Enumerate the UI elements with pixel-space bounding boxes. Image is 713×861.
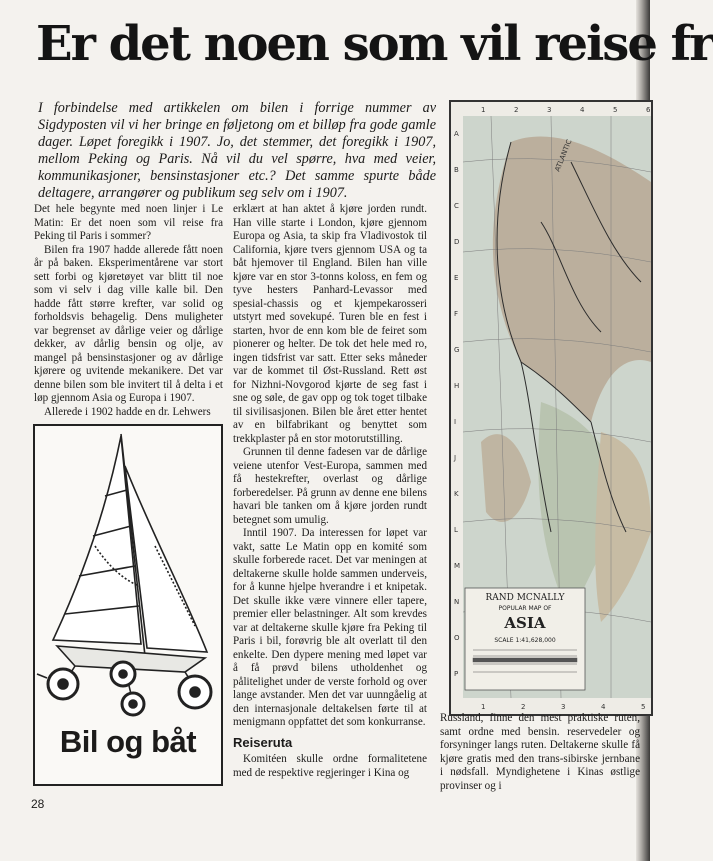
map-row-letter: J xyxy=(454,454,457,462)
map-column-number: 1 xyxy=(481,703,486,711)
map-row-letter: A xyxy=(454,130,459,138)
map-column-number: 5 xyxy=(641,703,646,711)
paragraph: Komitéen skulle ordne formalitetene med de respektive regjeringer i Kina og xyxy=(233,753,427,779)
text-column-1 xyxy=(34,203,223,419)
text-column-3 xyxy=(440,712,640,793)
map-column-number: 3 xyxy=(547,106,552,114)
paragraph: Allerede i 1902 hadde en dr. Lehwers xyxy=(44,405,211,418)
paragraph: Bilen fra 1907 hadde allerede fått noen år på baken. Eksperimentårene var stort sett forbi og kjøretøyet var blitt til noe som vi selv i dag ville kalle bil. Den hadde fått større krefter, var solid og forholdsvis behagelig. Dens muligheter var begrenset av dårlige veier og dårlige dekker, av dårlig bensin og olje, av mangel på bensinstasjoner og av dårlige kjørere og uvitende mekanikere. Det var denne bilen som ble invitert til å delta i et løp gjennom Asia og Europa i 1907. xyxy=(34,243,223,404)
map-column-number: 6 xyxy=(646,106,651,114)
map-row-letter: I xyxy=(454,418,457,426)
map-row-letter: M xyxy=(454,562,461,570)
map-column-number: 1 xyxy=(481,106,486,114)
map-row-letter: E xyxy=(454,274,459,282)
map-kind: POPULAR MAP OF xyxy=(498,605,552,612)
map-column-number: 2 xyxy=(514,106,519,114)
map-row-letter: O xyxy=(454,634,460,642)
sail-car-illustration xyxy=(33,424,223,786)
illustration-caption: Bil og båt xyxy=(59,724,197,759)
map-row-letter: P xyxy=(454,670,459,678)
map-name: ASIA xyxy=(504,614,546,632)
map-scale: SCALE 1:41,628,000 xyxy=(494,637,556,644)
map-column-number: 4 xyxy=(601,703,606,711)
map-row-letter: N xyxy=(454,598,460,606)
sail-car-drawing xyxy=(35,426,221,716)
section-subhead: Reiseruta xyxy=(233,734,293,750)
map-column-number: 2 xyxy=(521,703,526,711)
map-row-letter: B xyxy=(454,166,459,174)
article-lead: I forbindelse med artikkelen om bilen i forrige nummer av Sigdyposten vil vi her bringe en føljetong om et billøp fra gode gamle dager. Løpet foregikk i 1907. Jo, det stemmer, det foregikk i 1907, mellom Peking og Paris. Nå vil du vel spørre, hva med veier, kommunikasjoner, bensinstasjoner etc.? Det samme spurte både deltagere, arrangører og publikum seg selv om i 1907. xyxy=(38,100,436,201)
paragraph: Grunnen til denne fadesen var de dårlige veiene utenfor Vest-Europa, sammen med få hestekrefter, overlast og dårlige forberedelser. På grunn av denne ene bilens havari ble tanken om å kjøre jorden rundt betegnet som umulig. xyxy=(233,446,427,526)
map-row-letter: F xyxy=(454,310,459,318)
map-publisher: RAND MCNALLY xyxy=(485,593,565,603)
map-column-number: 3 xyxy=(561,703,566,711)
page-number: 28 xyxy=(31,797,45,811)
map-column-number: 5 xyxy=(613,106,618,114)
map-row-letter: G xyxy=(454,346,460,354)
map-ocean-label: ATLANTIC xyxy=(553,138,574,173)
map-row-letter: D xyxy=(454,238,460,246)
map-row-letter: C xyxy=(454,202,459,210)
map-column-number: 4 xyxy=(580,106,585,114)
map-row-letter: L xyxy=(454,526,458,534)
asia-map-drawing xyxy=(451,102,651,714)
paragraph: erklært at han aktet å kjøre jorden rundt. Han ville starte i London, kjøre gjennom Europa og Asia, ta skip fra Vladivostok til California, kjøre tvers gjennom USA og ta båt hjemover til England. Bilen han ville kjøre var en stor 3-tonns koloss, en fem og tyve hesters Panhard-Levassor med spesial-chassis og et kjempekarosseri utstyrt med sovekupé. Turen ble en fest i starten, hvor de enn kom ble de feiret som pionerer og helter. De tok det hele med ro, ingen tidsfrist var satt. Etter seks måneder var de kommet til Øst-Russland. Rett øst for Nizhni-Novgorod kjørte de seg fast i sne og søle, de gav opp og tok toget tilbake til sivilisasjonen. Bilen ble året etter hentet av en bilfabrikant og benyttet som trekkplaster på en stor motorutstilling. xyxy=(233,203,427,445)
map-row-letter: K xyxy=(454,490,459,498)
text-column-2 xyxy=(233,203,427,780)
paragraph: Det hele begynte med noen linjer i Le Matin: Er det noen som vil reise fra Peking til Paris i sommer? xyxy=(34,203,223,242)
paragraph: Inntil 1907. Da interessen for løpet var vakt, satte Le Matin opp en komité som skulle forberede racet. Det var meningen at deltakerne skulle holde sammen underveis, for å kunne hjelpe hverandre i et knipetak. Det skulle ikke være vinnere eller tapere, premier eller belastninger. Alt som krevdes var at deltakerne skulle kjøre fra Peking til Paris i bil, forøvrig ble alt overlatt til den enkelte. Den dypere mening med løpet var å få prøvd bilens utholdenhet og pålitelighet under de verste forhold og over lange avstander. Men det var uunngåelig at den internasjonale deltakelsen førte til at menigmann oppfattet det som konkurranse. xyxy=(233,527,427,728)
asia-map xyxy=(449,100,653,716)
map-row-letter: H xyxy=(454,382,460,390)
paragraph: Russland, finne den mest praktiske ruten, samt ordne med bensin. reservedeler og forsyninger langs ruten. Deltakerne skulle få kjøre gratis med den trans-sibirske jernbane i nødsfall. Myndighetene i Kinas østlige provinser og i xyxy=(440,712,640,792)
article-headline: Er det noen som vil reise fr xyxy=(36,16,713,72)
